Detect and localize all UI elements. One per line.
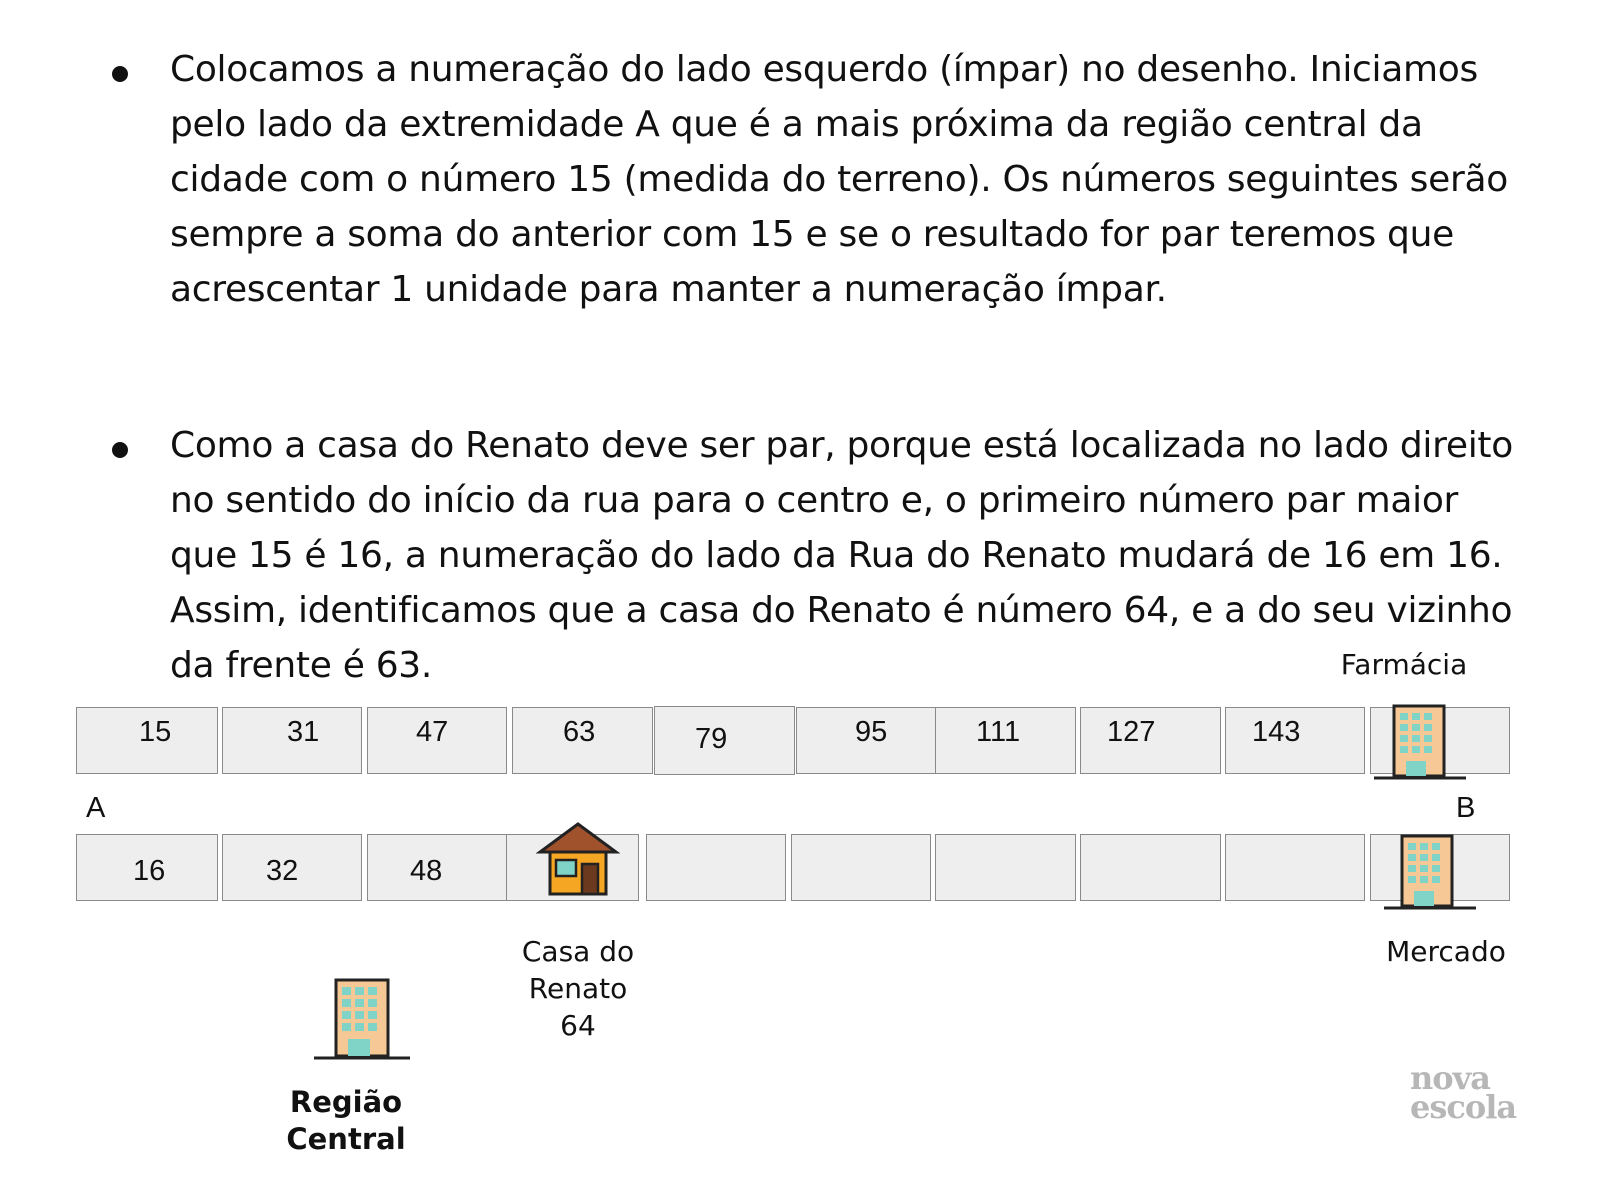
bullet-text: Como a casa do Renato deve ser par, porque está localizada no lado direito no sentido do início da rua para o centro e, o primeiro número par maior que 15 é 16, a numeração do lado da Rua do Renato mudará de 16 em 16. Assim, identificamos que a casa do Renato é número 64, e a do seu vizinho da frente é 63. <box>170 425 1513 686</box>
market-label: Mercado <box>1386 935 1506 968</box>
pharmacy-label: Farmácia <box>1340 648 1468 681</box>
lot-number: 111 <box>976 716 1021 748</box>
lot-odd <box>222 707 362 774</box>
lot-odd <box>76 707 218 774</box>
lot-even <box>935 834 1076 901</box>
market-building-icon <box>1380 832 1480 916</box>
nova-escola-logo <box>1410 1059 1540 1126</box>
lot-odd <box>935 707 1076 774</box>
street-end-b: B <box>1456 792 1476 824</box>
bullet-dot-icon <box>112 442 128 458</box>
lot-number: 48 <box>410 855 443 887</box>
street-end-a: A <box>86 792 106 824</box>
lot-even <box>1080 834 1221 901</box>
lot-odd <box>512 707 653 774</box>
lot-number: 15 <box>139 716 172 748</box>
renato-house-label <box>498 933 658 1044</box>
renato-house-label-line1: Casa do <box>521 935 635 968</box>
lot-number: 47 <box>416 716 449 748</box>
lot-number: 63 <box>563 716 596 748</box>
lot-number: 31 <box>287 716 320 748</box>
renato-house-label-line2: Renato <box>528 972 628 1005</box>
lot-odd <box>1225 707 1365 774</box>
lot-number: 32 <box>266 855 299 887</box>
lot-even <box>76 834 218 901</box>
lot-number: 127 <box>1107 716 1156 748</box>
house-icon <box>536 822 620 898</box>
pharmacy-building-icon <box>1372 702 1472 786</box>
central-region-label <box>268 1084 424 1158</box>
renato-house-label-line3: 64 <box>560 1009 596 1042</box>
lot-even <box>646 834 786 901</box>
lot-odd <box>1080 707 1221 774</box>
logo-line2: escola <box>1410 1088 1517 1126</box>
bullet-dot-icon <box>112 66 128 82</box>
bullet-text: Colocamos a numeração do lado esquerdo (ímpar) no desenho. Iniciamos pelo lado da extremidade A que é a mais próxima da região central da cidade com o número 15 (medida do terreno). Os números seguintes serão sempre a soma do anterior com 15 e se o resultado for par teremos que acrescentar 1 unidade para manter a numeração ímpar. <box>170 49 1508 310</box>
lot-even <box>222 834 362 901</box>
lot-number: 16 <box>133 855 166 887</box>
lot-number: 95 <box>855 716 888 748</box>
logo-line1: nova <box>1410 1059 1490 1097</box>
lot-odd <box>796 707 936 774</box>
lot-even <box>791 834 931 901</box>
central-region-building-icon <box>310 976 414 1068</box>
lot-odd <box>367 707 507 774</box>
lot-odd <box>654 706 795 775</box>
lot-number: 143 <box>1252 716 1301 748</box>
lot-even <box>367 834 507 901</box>
lot-even <box>1225 834 1365 901</box>
lot-number: 79 <box>695 723 728 755</box>
central-region-label-line2: Central <box>286 1122 406 1156</box>
central-region-label-line1: Região <box>289 1085 403 1119</box>
